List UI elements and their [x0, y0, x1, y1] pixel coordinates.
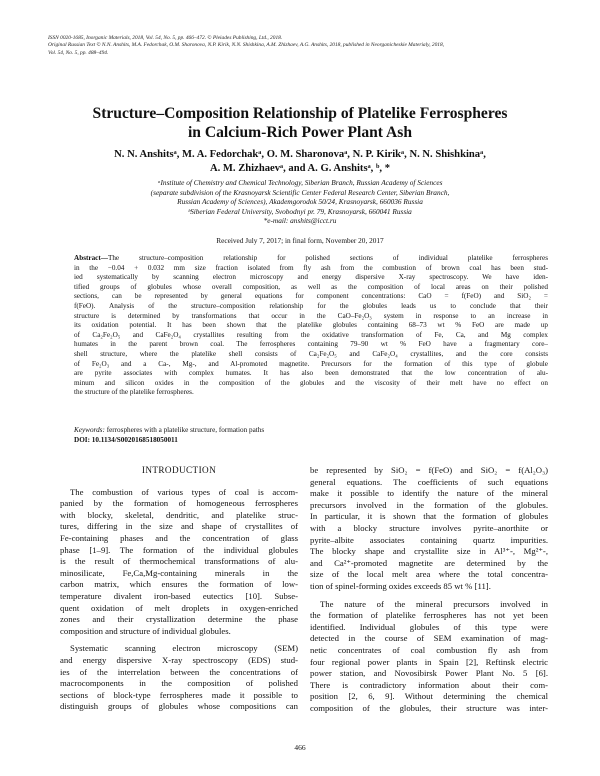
author-line: N. N. Anshitsᵃ, M. A. Fedorchakᵃ, O. M. Sharonovaᵃ, N. P. Kirikᵃ, N. N. Shishkinaᵃ, — [114, 149, 486, 160]
body-line: zones and their crystallization determine the phase — [60, 614, 298, 625]
abstract-line: are pyrite associates with complex humates. It has also been demonstrated that the low concentration of alu- — [74, 369, 548, 378]
abstract-line: minum and silicon oxides in the composition of the globules and the viscosity of their melt have no effect on — [74, 378, 548, 387]
doi — [74, 436, 178, 444]
abstract-line: of Fe₂O₃ and a Ca-, Mg-, and Al-promoted magnetite. Precursors for the formation of this type of globule — [74, 359, 548, 368]
body-line: detected in the course of SEM examination of mag- — [310, 633, 548, 644]
body-line: Fe-containing phases and the concentration of glass — [60, 532, 298, 543]
body-line: composition of the globules, their structure was inter- — [310, 702, 548, 713]
body-line: tion of spinel-forming oxides exceeds 85 wt % [11]. — [310, 580, 491, 591]
body-line: precursors involved in the formation of the globules. — [310, 499, 548, 510]
author-line: A. M. Zhizhaevᵃ, and A. G. Anshitsᵃ, ᵇ, * — [209, 163, 391, 174]
body-line: composition and structure of individual globules. — [60, 625, 231, 636]
abstract-line: sections, can be represented by general equations for component concentrations: CaO = f(FeO) and SiO₂ = — [74, 292, 548, 301]
body-line: with blocky, skeletal, dendritic, and platelike struc- — [60, 509, 298, 520]
received-dates: Received July 7, 2017; in final form, November 20, 2017 — [216, 236, 384, 245]
body-line: carbon matrix, which ensures the formation of low- — [60, 579, 298, 590]
title-line: in Calcium-Rich Power Plant Ash — [187, 124, 413, 141]
affiliation-line: (separate subdivision of the Krasnoyarsk Scientific Center Federal Research Center, Siberian Branch, — [150, 187, 450, 197]
title-line: Structure–Composition Relationship of Platelike Ferrospheres — [92, 105, 508, 122]
article-title — [40, 104, 560, 142]
body-line: four regional power plants in Spain [2], Reftinsk electric — [310, 656, 548, 667]
body-line: sections of block-type ferrospheres made it possible to — [60, 689, 298, 700]
body-line: In particular, it is shown that the formation of globules — [310, 511, 548, 522]
body-line: The blocky shape and crystallite size in Al³⁺-, Mg²⁺-, — [310, 546, 548, 557]
body-line: ies of the interrelation between the concentrations of — [60, 666, 298, 677]
body-line: phase [1–9]. The formation of the individual globules — [60, 544, 298, 555]
body-line: panied by the formation of homogeneous ferrospheres — [60, 498, 298, 509]
body-line: the formation of platelike ferrospheres has not yet been — [310, 610, 548, 621]
abstract-line: of Ca₂Fe₂O₅ and CaFe₂O₄ crystallites resulting from the oxidative transformation of Fe, Ca, and Mg complex — [74, 330, 548, 339]
body-line: and energy dispersive X-ray spectroscopy (EDS) stud- — [60, 654, 298, 665]
abstract-line: its oxidation potential. It has been shown that the platelike globules containing 68–73 wt % FeO are made up — [74, 321, 548, 330]
abstract-line: tified groups of globules whose overall composition, as well as the composition of local areas on their polished — [74, 282, 548, 291]
left-column — [60, 465, 298, 713]
body-line: general equations. The coefficients of such equations — [310, 476, 548, 487]
body-line: There is contradictory information about their com- — [310, 679, 548, 690]
body-line: make it possible to identify the nature of the mineral — [310, 488, 548, 499]
affiliation-line: ᵇSiberian Federal University, Svobodnyi pr. 79, Krasnoyarsk, 660041 Russia — [188, 206, 412, 216]
journal-header — [48, 35, 558, 57]
body-line: quent oxidation of melt droplets in oxygen-enriched — [60, 602, 298, 613]
body-line: power station, and Novosibirsk Power Plant No. 5 [6]. — [310, 668, 548, 679]
header-line: ISSN 0020-1685, Inorganic Materials, 2018, Vol. 54, No. 5, pp. 466–472. © Pleiades Publishing, Ltd., 2018. — [48, 35, 283, 41]
affiliation-line: Russian Academy of Sciences), Akademgorodok 50/24, Krasnoyarsk, 660036 Russia — [177, 197, 423, 207]
keywords — [74, 425, 548, 435]
page-number: 466 — [294, 743, 306, 752]
body-line: pyrite–albite associates containing quartz impurities. — [310, 534, 548, 545]
abstract-line: structure is determined by transformations that occur in the CaO–Fe₂O₃ system in response to an increase in — [74, 311, 548, 320]
abstract — [74, 254, 548, 398]
header-line: Vol. 54, No. 5, pp. 488–494. — [48, 49, 109, 56]
body-line: The combustion of various types of coal is accom- — [70, 486, 298, 497]
keywords-text: ferrospheres with a platelike structure, formation paths — [106, 426, 265, 434]
body-line: distinguish groups of globules whose compositions can — [60, 701, 298, 712]
keywords-label: Keywords: — [74, 426, 105, 434]
right-column — [310, 465, 548, 714]
doi-label: DOI: — [74, 436, 90, 444]
body-line: minosilicate, Fe,Ca,Mg-containing minerals in the — [60, 567, 298, 578]
body-line: be represented by SiO₂ = f(FeO) and SiO₂ = f(Al₂O₃) — [310, 465, 548, 475]
abstract-line: shell structure, where the platelike shell consists of Ca₂Fe₂O₅ and CaFe₂O₄ crystallites, and the core consists — [74, 349, 548, 358]
body-line: macrocomponents in the composition of polished — [60, 678, 298, 689]
header-line: Original Russian Text © N.N. Anshits, M.A. Fedorchak, O.M. Sharonova, N.P. Kirik, N.N. Shishkina, A.M. Zhizhaev, A.G. Anshits, 2018, published in Neorganicheskie Materialy, 2018, — [48, 42, 445, 49]
doi-link[interactable]: 10.1134/S0020168518050011 — [91, 436, 178, 444]
affiliations — [40, 178, 560, 226]
body-line: with a blocky structure involves pyrite–anorthite or — [310, 522, 548, 533]
body-line: temperature divalent iron-based eutectics [10]. Subse- — [60, 590, 298, 601]
body-line: The nature of the mineral precursors involved in — [320, 598, 548, 609]
body-line: netic concentrates of coal combustion fly ash from — [310, 644, 548, 655]
body-line: position [2, 6, 9]. Without determining the chemical — [310, 691, 548, 702]
abstract-line — [74, 254, 548, 264]
body-line: tures, differing in the size and shape of crystallites of — [60, 521, 298, 532]
abstract-text: The structure–composition relationship for polished sections of individual platelike ferrospheres — [107, 254, 548, 262]
abstract-line: ied systematically by scanning electron microscopy and energy dispersive X-ray spectroscopy. We have iden- — [74, 273, 548, 282]
email-line: *e-mail: anshits@icct.ru — [263, 216, 337, 226]
abstract-line: humates in the parent brown coal. The ferrospheres containing 79–90 wt % FeO have a fragmentary core– — [74, 340, 548, 349]
author-list — [40, 148, 560, 176]
abstract-label: Abstract— — [74, 254, 108, 262]
affiliation-line: ᵃInstitute of Chemistry and Chemical Technology, Siberian Branch, Russian Academy of Sciences — [157, 178, 443, 187]
section-heading-introduction: INTRODUCTION — [141, 465, 217, 475]
abstract-line: in the −0.04 + 0.032 mm size fraction isolated from fly ash from the combustion of brown coal has been stud- — [74, 263, 548, 272]
body-line: identified. Individual globules of this type were — [310, 621, 548, 632]
body-line: size of the local melt area where the total concentra- — [310, 569, 548, 580]
abstract-line: the structure of the platelike ferrospheres. — [74, 388, 194, 397]
body-line: is the result of thermochemical transformations of alu- — [60, 556, 298, 567]
body-line: Systematic scanning electron microscopy (SEM) — [70, 643, 298, 654]
body-line: and Ca²⁺-promoted magnetite are determined by the — [310, 557, 548, 568]
abstract-line: f(FeO). Analysis of the structure–composition relationship for the globules leads us to conclude that their — [74, 301, 548, 310]
